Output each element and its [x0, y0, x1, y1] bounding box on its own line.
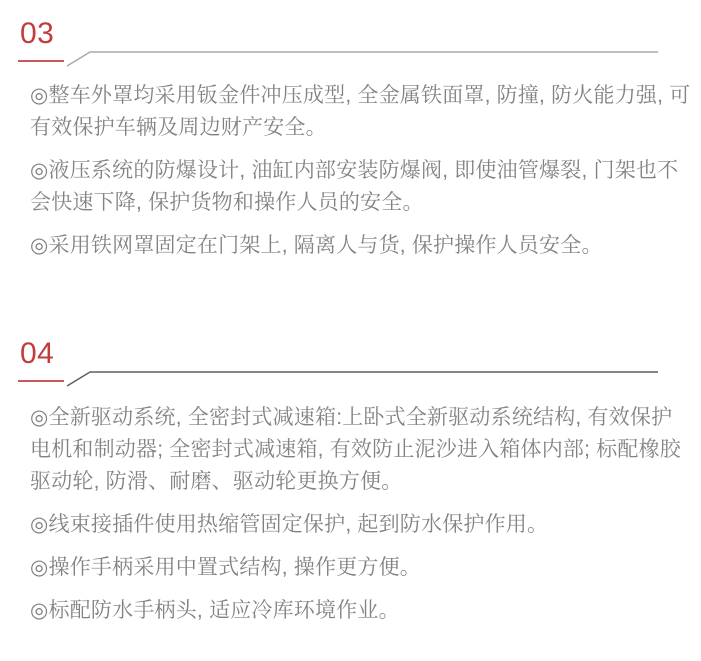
section-04-body: [30, 402, 693, 627]
section-number-03: 03: [20, 17, 55, 50]
feature-item: ◎线束接插件使用热缩管固定保护, 起到防水保护作用。: [30, 513, 549, 536]
feature-item: ◎操作手柄采用中置式结构, 操作更方便。: [30, 556, 421, 579]
feature-item: ◎整车外罩均采用钣金件冲压成型, 全金属铁面罩, 防撞, 防火能力强, 可有效保护车辆及周边财产安全。: [30, 84, 691, 139]
section-number-04: 04: [20, 337, 55, 370]
feature-item: ◎标配防水手柄头, 适应冷库环境作业。: [30, 599, 400, 622]
section-number-underline: [18, 380, 64, 382]
feature-item: ◎液压系统的防爆设计, 油缸内部安装防爆阀, 即使油管爆裂, 门架也不会快速下降, 保护货物和操作人员的安全。: [30, 159, 679, 214]
angled-divider-line: [64, 344, 664, 390]
section-03-body: [30, 80, 693, 262]
angled-divider-line: [64, 24, 664, 70]
section-03-header: [20, 17, 701, 68]
section-04-header: [20, 337, 701, 388]
feature-item: ◎全新驱动系统, 全密封式减速箱:上卧式全新驱动系统结构, 有效保护电机和制动器; 全密封式减速箱, 有效防止泥沙进入箱体内部; 标配橡胶驱动轮, 防滑、耐磨、驱动轮更换方便。: [30, 406, 682, 493]
feature-section-04: [0, 337, 701, 627]
feature-section-03: [0, 17, 701, 262]
feature-item: ◎采用铁网罩固定在门架上, 隔离人与货, 保护操作人员安全。: [30, 234, 603, 257]
section-number-underline: [18, 60, 64, 62]
